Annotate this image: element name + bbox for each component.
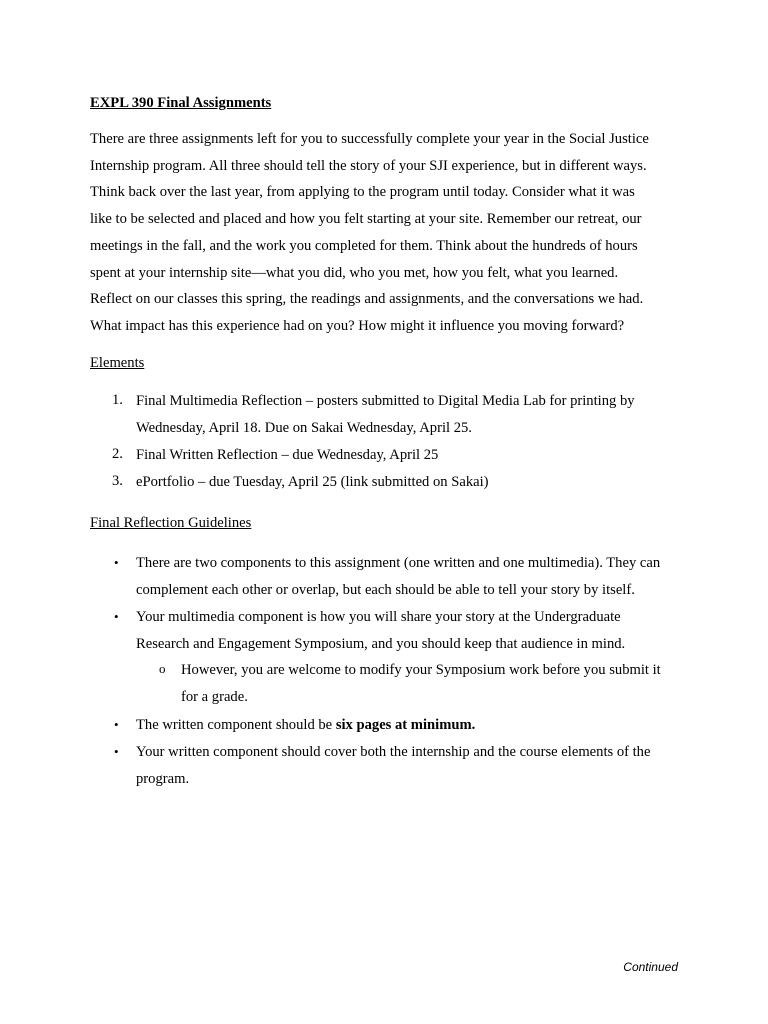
list-item-line: Wednesday, April 18. Due on Sakai Wednesday, April 25. [136,420,472,436]
elements-heading: Elements [90,355,145,371]
list-item-line: Final Written Reflection – due Wednesday, April 25 [136,447,439,463]
list-item-line: complement each other or overlap, but each should be able to tell your story by itself. [136,582,635,598]
list-item [136,550,696,604]
list-item-line: Your written component should cover both the internship and the course elements of the [136,744,651,760]
list-item-text: The written component should be [136,717,336,733]
document-title: EXPL 390 Final Assignments [90,95,272,111]
intro-line: Think back over the last year, from applying to the program until today. Consider what it was [90,184,635,201]
list-number: 1. [112,392,123,408]
intro-line: What impact has this experience had on you? How might it influence you moving forward? [90,317,625,334]
bullet-icon: • [114,555,119,570]
intro-line: spent at your internship site—what you did, who you met, how you felt, what you learned. [90,264,619,281]
list-item [136,712,696,739]
list-item [136,739,696,793]
emphasis-text: six pages at minimum. [335,717,476,733]
list-item-line: for a grade. [181,689,248,705]
bullet-icon: • [114,717,119,732]
intro-paragraph [90,126,690,340]
list-item-line: Your multimedia component is how you will share your story at the Undergraduate [136,609,621,625]
list-item-line: However, you are welcome to modify your Symposium work before you submit it [181,662,661,678]
list-item-line: Research and Engagement Symposium, and you should keep that audience in mind. [136,636,626,652]
intro-line: There are three assignments left for you to successfully complete your year in the Social Justice [90,131,649,147]
bullet-icon: • [114,744,119,759]
list-item-line: There are two components to this assignment (one written and one multimedia). They can [136,555,661,571]
continued-footer: Continued [623,960,678,974]
list-item-line: program. [136,771,190,787]
intro-line: Reflect on our classes this spring, the readings and assignments, and the conversations we had. [90,291,644,308]
list-item-text [136,442,696,469]
list-item-text [136,469,696,496]
list-item-line: Final Multimedia Reflection – posters submitted to Digital Media Lab for printing by [136,393,635,409]
list-number: 2. [112,446,123,462]
list-item-line: ePortfolio – due Tuesday, April 25 (link submitted on Sakai) [136,474,489,490]
intro-line: meetings in the fall, and the work you completed for them. Think about the hundreds of hours [90,237,638,254]
sub-bullet-icon: o [159,661,166,676]
intro-line: like to be selected and placed and how you felt starting at your site. Remember our retreat, our [90,211,642,228]
list-item-text [136,388,696,442]
intro-line: Internship program. All three should tell the story of your SJI experience, but in different ways. [90,157,647,174]
list-number: 3. [112,473,123,489]
list-item [181,657,691,711]
guidelines-heading: Final Reflection Guidelines [90,515,252,531]
list-item-line [136,712,696,739]
bullet-icon: • [114,609,119,624]
list-item [136,604,696,658]
